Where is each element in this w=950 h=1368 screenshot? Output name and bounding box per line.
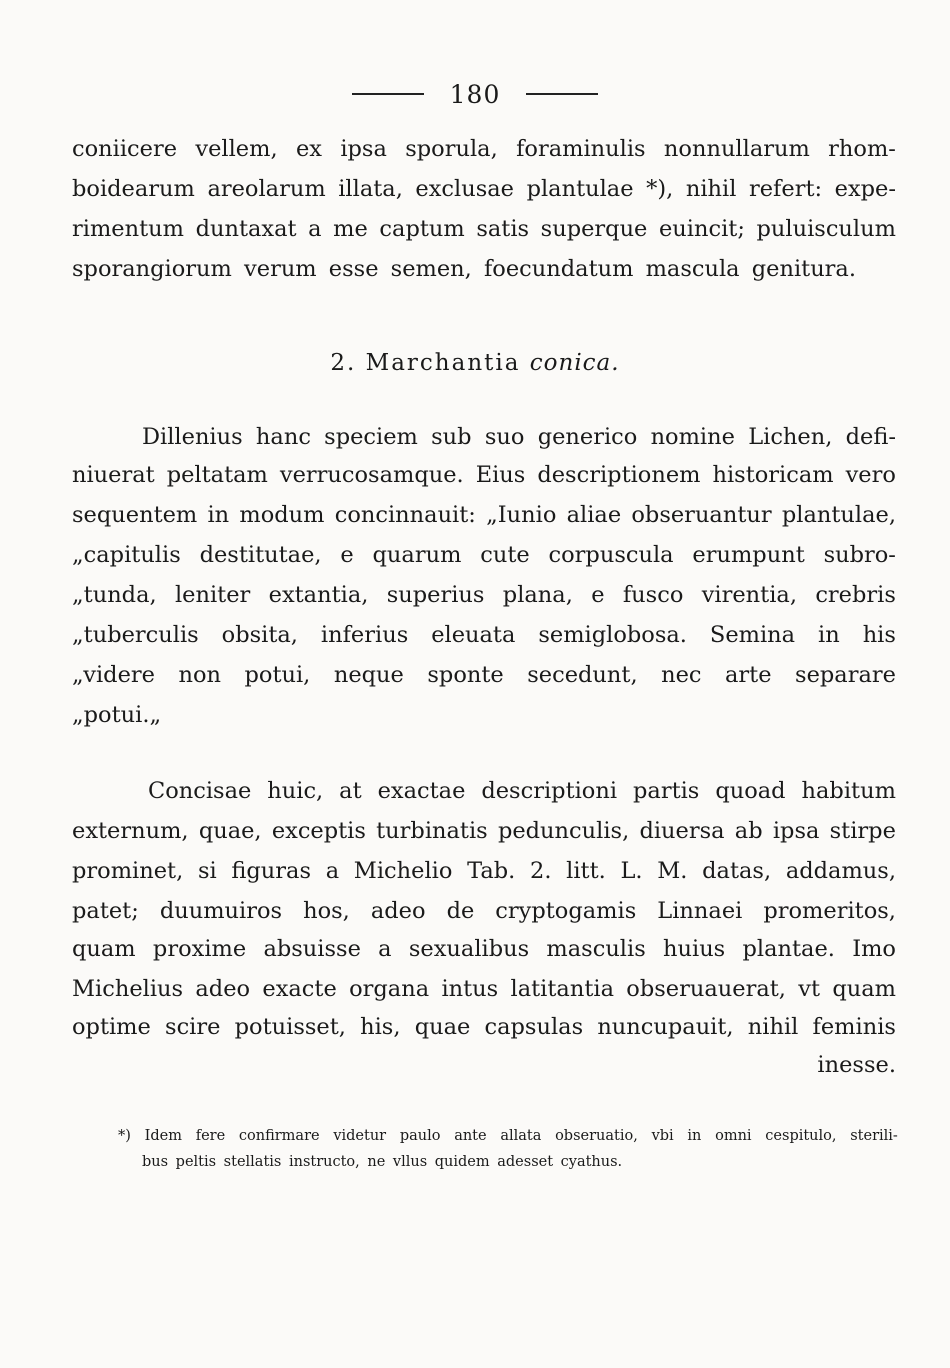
text-line: „capitulis destitutae, e quarum cute corpuscula erumpunt subro- [72,542,896,568]
text-line: quam proxime absuisse a sexualibus masculis huius plantae. Imo [72,936,896,962]
text-line: optime scire potuisset, his, quae capsulas nuncupauit, nihil feminis [72,1014,896,1040]
text-line: „videre non potui, neque sponte secedunt, nec arte separare [72,662,896,688]
text-line: „tunda, leniter extantia, superius plana, e fusco virentia, crebris [72,582,896,608]
text-line: „tuberculis obsita, inferius eleuata semiglobosa. Semina in his [72,622,896,648]
text-line: patet; duumuiros hos, adeo de cryptogamis Linnaei promeritos, [72,898,896,924]
text-line: sporangiorum verum esse semen, foecundatum mascula genitura. [72,256,857,282]
text-line: Dillenius hanc speciem sub suo generico nomine Lichen, defi- [142,424,896,450]
section-name: Marchantia [365,350,521,376]
text-line: Michelius adeo exacte organa intus latitantia obseruauerat, vt quam [72,976,896,1002]
text-line: boidearum areolarum illata, exclusae plantulae *), nihil refert: expe- [72,176,896,202]
section-heading [0,350,950,376]
text-line: Concisae huic, at exactae descriptioni partis quoad habitum [148,778,896,804]
section-number: 2. [330,350,357,376]
text-line: niuerat peltatam verrucosamque. Eius descriptionem historicam vero [72,462,896,488]
section-epithet: conica. [529,350,620,376]
text-line: coniicere vellem, ex ipsa sporula, foraminulis nonnullarum rhom- [72,136,896,162]
page-number: 180 [449,79,501,109]
page-header [0,76,950,112]
text-line: „potui.„ [72,702,162,728]
text-line: inesse. [817,1052,896,1078]
text-line: externum, quae, exceptis turbinatis pedunculis, diuersa ab ipsa stirpe [72,818,896,844]
text-line: prominet, si figuras a Michelio Tab. 2. litt. L. M. datas, addamus, [72,858,896,884]
text-line: rimentum duntaxat a me captum satis superque euincit; puluisculum [72,216,896,242]
header-rule-right [526,93,598,95]
header-rule-left [352,93,424,95]
footnote-line: bus peltis stellatis instructo, ne vllus quidem adesset cyathus. [142,1154,623,1170]
text-line: sequentem in modum concinnauit: „Iunio aliae obseruantur plantulae, [72,502,896,528]
footnote-line: *) Idem fere confirmare videtur paulo ante allata obseruatio, vbi in omni cespitulo, sterili- [118,1128,898,1144]
